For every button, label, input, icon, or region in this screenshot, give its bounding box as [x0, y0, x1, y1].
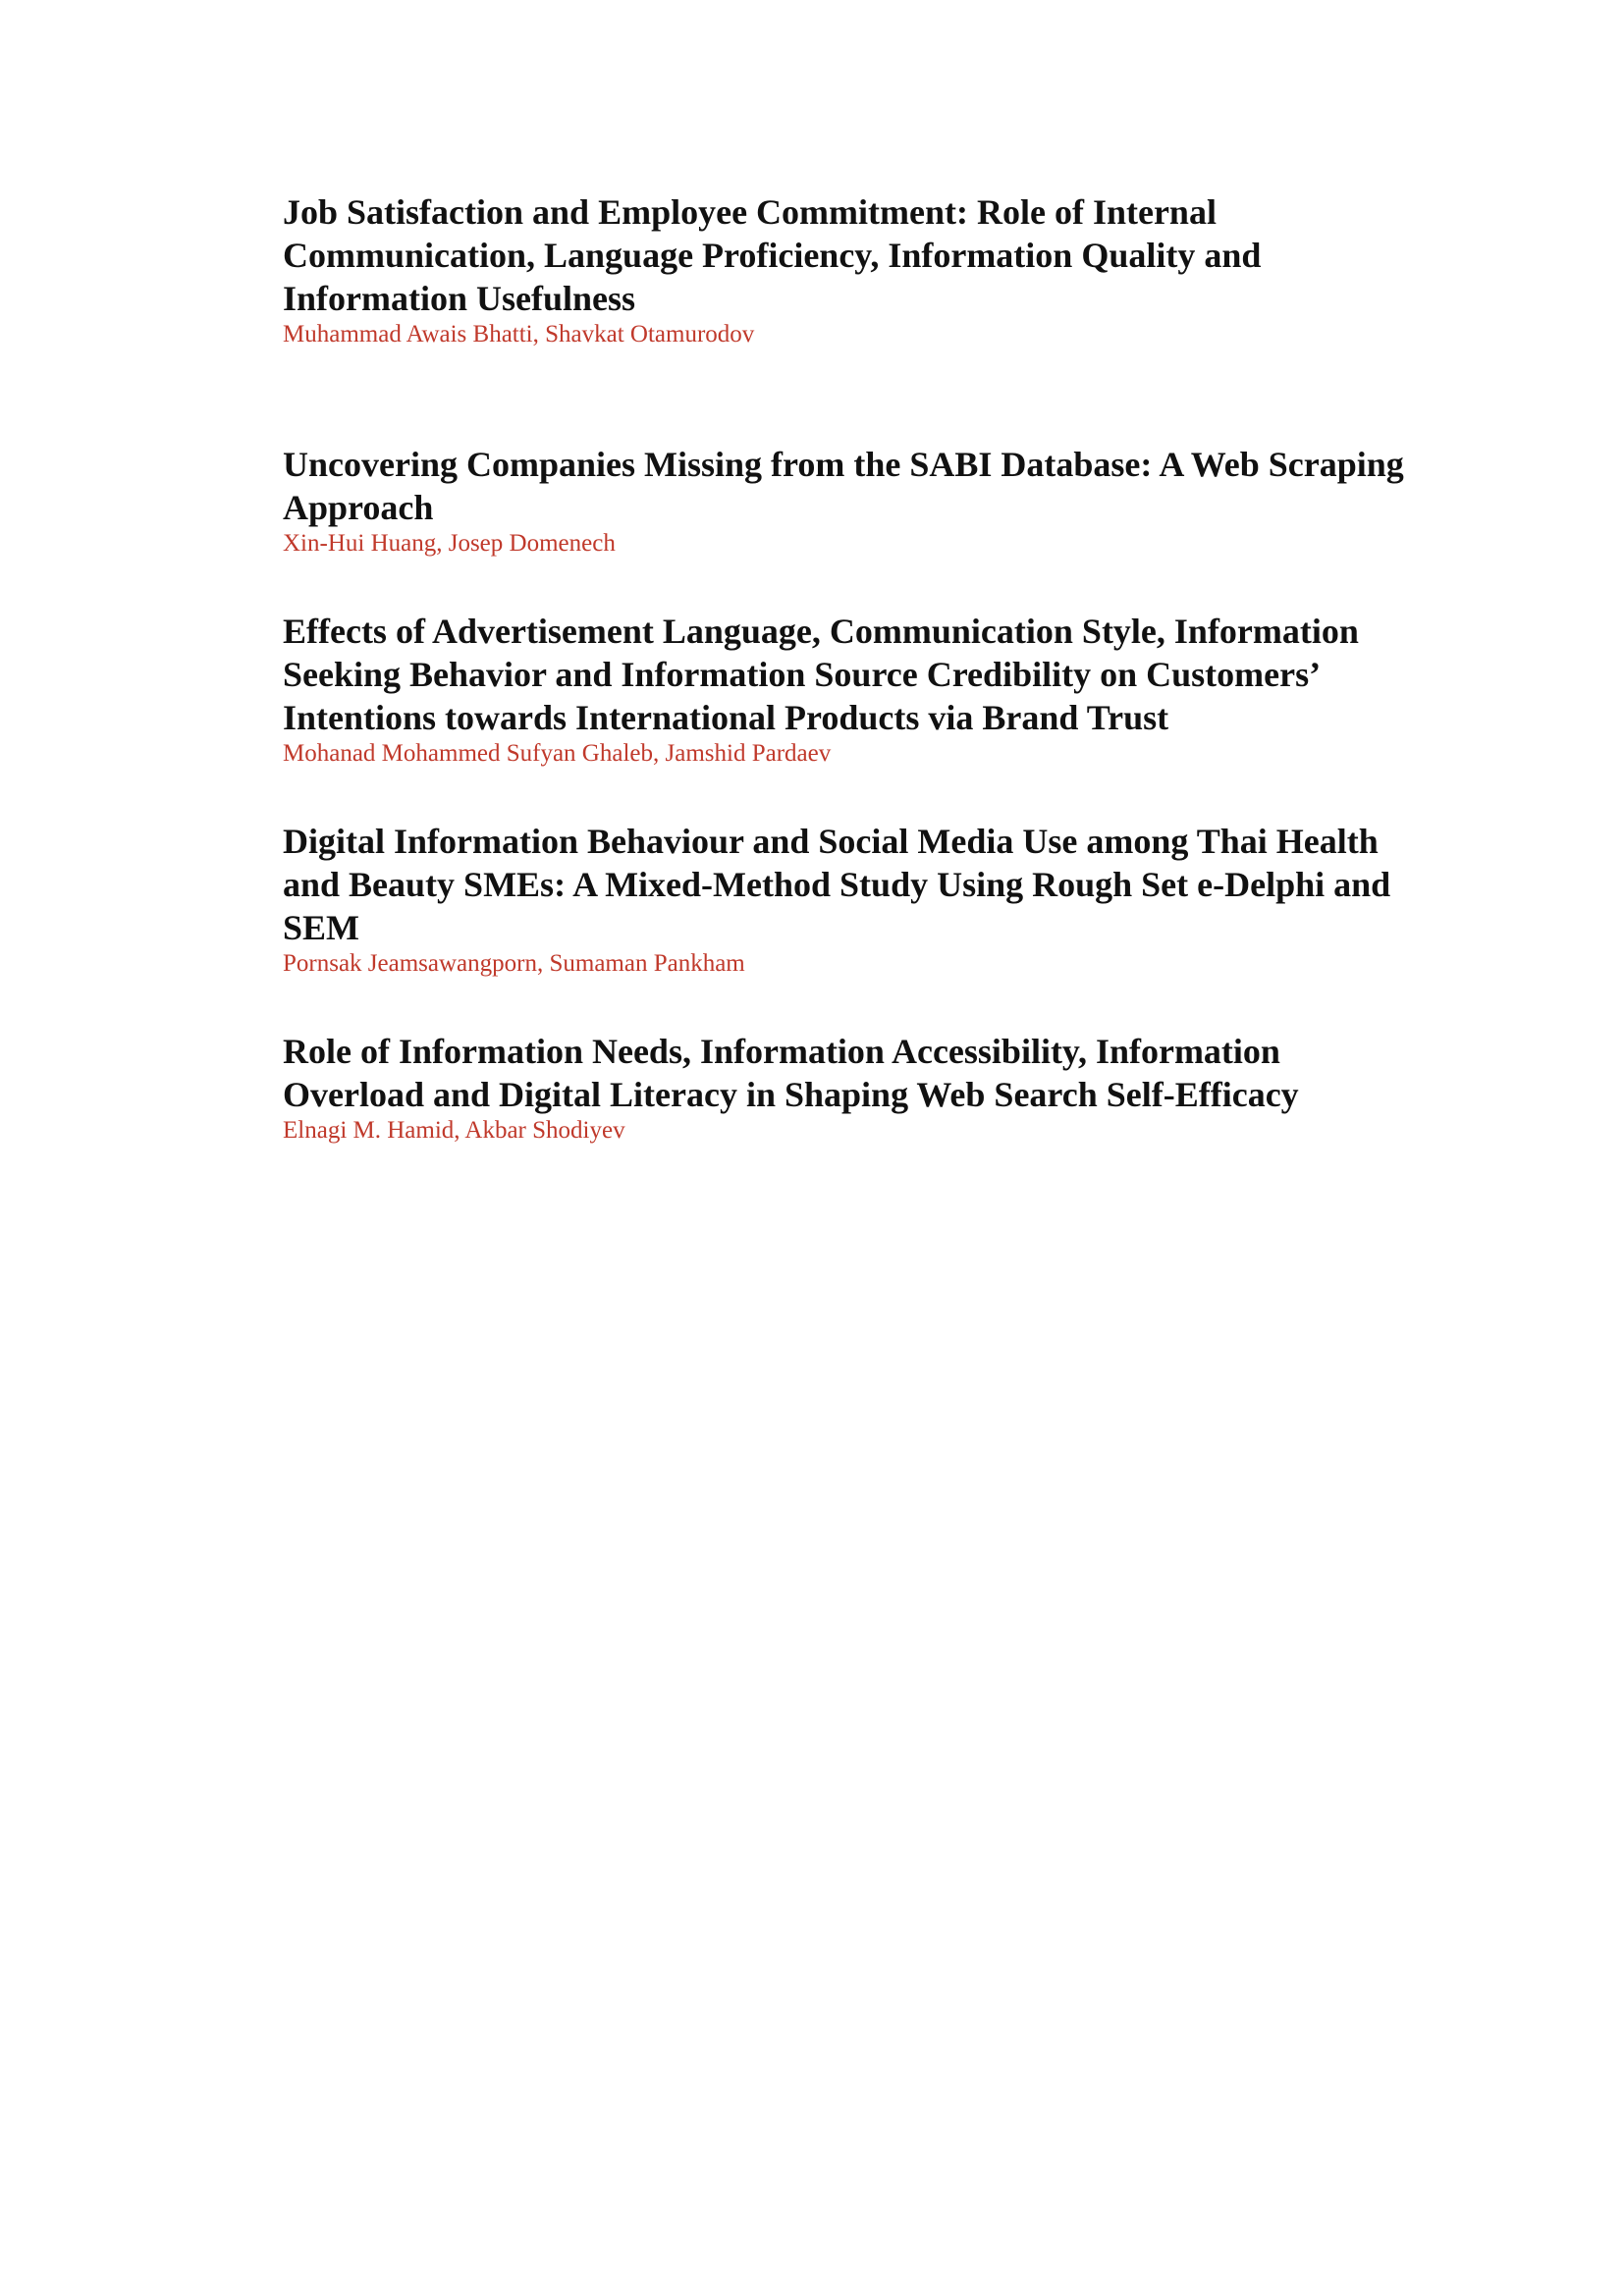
article-authors: Mohanad Mohammed Sufyan Ghaleb, Jamshid Pardaev — [283, 740, 832, 767]
article-authors: Muhammad Awais Bhatti, Shavkat Otamurodov — [283, 321, 755, 347]
article-title[interactable]: Role of Information Needs, Information Accessibility, Information Overload and Digital Literacy in Shaping Web Search Self-Efficacy — [283, 1032, 1299, 1114]
article-authors: Elnagi M. Hamid, Akbar Shodiyev — [283, 1117, 625, 1144]
article-entry — [283, 443, 1412, 559]
article-title[interactable]: Uncovering Companies Missing from the SABI Database: A Web Scraping Approach — [283, 445, 1404, 527]
article-entry — [283, 820, 1412, 979]
article-authors: Pornsak Jeamsawangporn, Sumaman Pankham — [283, 950, 745, 977]
article-title[interactable]: Effects of Advertisement Language, Communication Style, Information Seeking Behavior and Information Source Credibility on Customers’ Intentions towards International Products via Brand Trust — [283, 612, 1359, 737]
article-entry — [283, 1030, 1412, 1146]
article-entry — [283, 610, 1412, 769]
article-entry — [283, 190, 1412, 349]
article-title[interactable]: Digital Information Behaviour and Social Media Use among Thai Health and Beauty SMEs: A Mixed-Method Study Using Rough Set e-Delphi and SEM — [283, 822, 1391, 947]
article-authors: Xin-Hui Huang, Josep Domenech — [283, 530, 616, 557]
table-of-contents — [283, 190, 1412, 1146]
article-title[interactable]: Job Satisfaction and Employee Commitment: Role of Internal Communication, Language Proficiency, Information Quality and Information Usefulness — [283, 192, 1262, 318]
